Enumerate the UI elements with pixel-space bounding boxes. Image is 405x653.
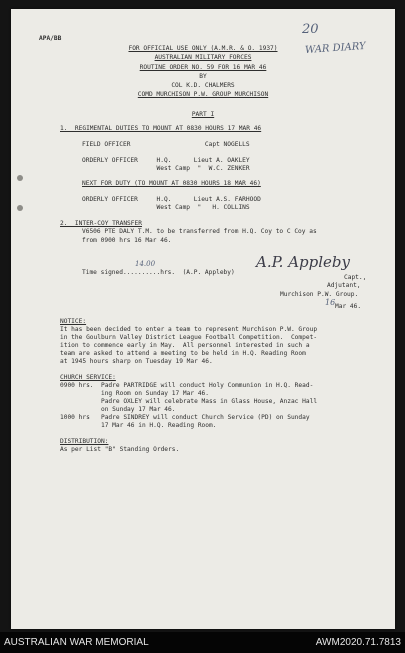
sig-date: Mar 46.	[335, 303, 362, 310]
distribution-heading: DISTRIBUTION:	[60, 438, 109, 445]
notice-line: ition to commence early in May. All personnel interested in such a	[60, 342, 310, 349]
sig-adjutant: Adjutant,	[327, 282, 361, 289]
command-line: COMD MURCHISON P.W. GROUP MURCHISON	[137, 91, 269, 98]
officer-line: COL K.D. CHALMERS	[171, 82, 235, 89]
church-line: 0900 hrs. Padre PARTRIDGE will conduct Holy Communion in H.Q. Read-	[60, 382, 314, 389]
section-2-heading: 2. INTER-COY TRANSFER	[60, 220, 142, 227]
sig-group: Murchison P.W. Group.	[280, 291, 359, 298]
reference-code: APA/BB	[39, 35, 62, 42]
church-line: Padre OXLEY will celebrate Mass in Glass House, Anzac Hall	[60, 398, 318, 405]
notice-line: at 1945 hours sharp on Tuesday 19 Mar 46.	[60, 358, 213, 365]
catalogue-id: AWM2020.71.7813	[315, 637, 401, 648]
sig-date-handwritten: 16	[325, 298, 336, 307]
footer-bar	[0, 632, 405, 653]
war-diary-stamp: WAR DIARY	[304, 40, 367, 57]
document-page	[11, 9, 395, 629]
church-line: 1000 hrs Padre SINDREY will conduct Church Service (PD) on Sunday	[60, 414, 310, 421]
folio-number: 20	[302, 22, 319, 37]
field-officer-line: FIELD OFFICER Capt NOGELLS	[82, 141, 250, 148]
time-signed-line: Time signed..........hrs. (A.P. Appleby)	[82, 269, 235, 276]
notice-line: It has been decided to enter a team to represent Murchison P.W. Group	[60, 326, 318, 333]
notice-line: team are asked to attend a meeting to be held in H.Q. Reading Room	[60, 350, 306, 357]
church-line: ing Room on Sunday 17 Mar 46.	[60, 390, 210, 397]
order-title: ROUTINE ORDER NO. 59 FOR 16 MAR 46	[139, 64, 267, 71]
sig-capt: Capt.,	[344, 274, 367, 281]
institution-label: AUSTRALIAN WAR MEMORIAL	[4, 637, 149, 648]
signature: A.P. Appleby	[256, 253, 350, 271]
time-handwritten: 14.00	[135, 260, 156, 268]
force-line: AUSTRALIAN MILITARY FORCES	[154, 54, 252, 61]
notice-heading: NOTICE:	[60, 318, 87, 325]
next-for-duty-heading: NEXT FOR DUTY (TO MOUNT AT 0830 HOURS 18 MAR 46)	[82, 180, 261, 187]
section-1-heading: 1. REGIMENTAL DUTIES TO MOUNT AT 0830 HOURS 17 MAR 46	[60, 125, 262, 132]
by-line: BY	[199, 73, 207, 80]
classification-line: FOR OFFICIAL USE ONLY (A.M.R. & O. 1937)	[128, 45, 278, 52]
orderly-officer-line: ORDERLY OFFICER H.Q. Lieut A. OAKLEY	[82, 157, 250, 164]
transfer-text-2: from 0900 hrs 16 Mar 46.	[82, 237, 172, 244]
church-line: 17 Mar 46 in H.Q. Reading Room.	[60, 422, 217, 429]
part-heading: PART I	[191, 111, 215, 118]
notice-line: in the Goulburn Valley District League Football Competition. Compet-	[60, 334, 318, 341]
next-orderly-line: ORDERLY OFFICER H.Q. Lieut A.S. FARHOOD	[82, 196, 261, 203]
transfer-text: V6506 PTE DALY T.M. to be transferred from H.Q. Coy to C Coy as	[82, 228, 317, 235]
church-line: on Sunday 17 Mar 46.	[60, 406, 176, 413]
punch-hole	[17, 205, 23, 211]
church-heading: CHURCH SERVICE:	[60, 374, 116, 381]
punch-hole	[17, 175, 23, 181]
orderly-officer-line-2: West Camp " W.C. ZENKER	[82, 165, 250, 172]
distribution-text: As per List "B" Standing Orders.	[60, 446, 180, 453]
next-orderly-line-2: West Camp " H. COLLINS	[82, 204, 250, 211]
